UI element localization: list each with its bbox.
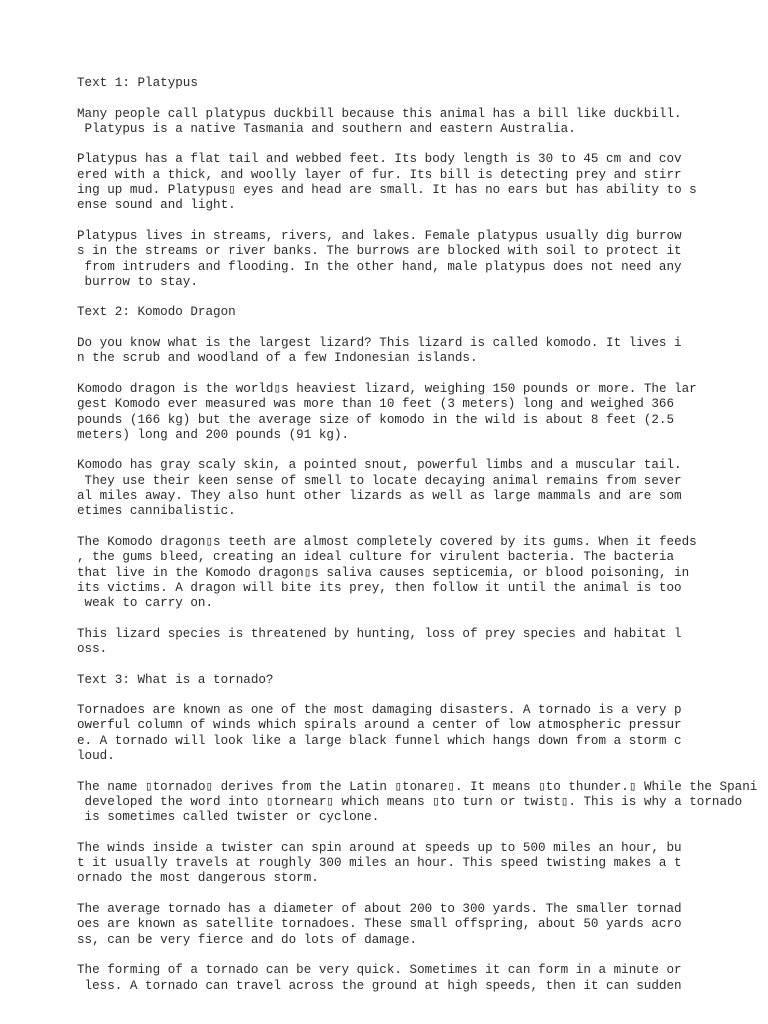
text-line: Platypus lives in streams, rivers, and lakes. Female platypus usually dig burrow (77, 228, 682, 243)
text-line: The average tornado has a diameter of about 200 to 300 yards. The smaller tornad (77, 902, 682, 917)
text-line: s in the streams or river banks. The burrows are blocked with soil to protect it (77, 244, 682, 259)
paragraph (77, 780, 768, 826)
text-line: weak to carry on. (77, 596, 214, 611)
paragraph (77, 627, 768, 658)
text-line: etimes cannibalistic. (77, 504, 236, 519)
text-line: ss, can be very fierce and do lots of damage. (77, 932, 418, 947)
text-line: ing up mud. Platypus▯ eyes and head are small. It has no ears but has ability to s (77, 183, 697, 198)
section-title: Text 3: What is a tornado? (77, 672, 274, 687)
text-line: loud. (77, 749, 115, 764)
paragraph (77, 841, 768, 887)
text-line: The name ▯tornado▯ derives from the Latin ▯tonare▯. It means ▯to thunder.▯ While the Spani (77, 779, 758, 794)
paragraph (77, 703, 768, 764)
document-page (77, 76, 768, 1009)
paragraph (77, 963, 768, 994)
text-line: burrow to stay. (77, 274, 198, 289)
text-line: ered with a thick, and woolly layer of fur. Its bill is detecting prey and stirr (77, 167, 682, 182)
text-line: owerful column of winds which spirals around a center of low atmospheric pressur (77, 718, 682, 733)
text-line: that live in the Komodo dragon▯s saliva causes septicemia, or blood poisoning, in (77, 565, 690, 580)
text-line: its victims. A dragon will bite its prey, then follow it until the animal is too (77, 580, 682, 595)
text-line: The winds inside a twister can spin around at speeds up to 500 miles an hour, bu (77, 840, 682, 855)
text-line: The forming of a tornado can be very quick. Sometimes it can form in a minute or (77, 963, 682, 978)
paragraph (77, 152, 768, 213)
text-line: al miles away. They also hunt other lizards as well as large mammals and are som (77, 489, 682, 504)
text-line: from intruders and flooding. In the other hand, male platypus does not need any (77, 259, 682, 274)
paragraph (77, 229, 768, 290)
text-line: Komodo dragon is the world▯s heaviest lizard, weighing 150 pounds or more. The lar (77, 381, 697, 396)
text-line: oss. (77, 641, 108, 656)
paragraph (77, 382, 768, 443)
text-line: t it usually travels at roughly 300 miles an hour. This speed twisting makes a t (77, 856, 682, 871)
text-line: , the gums bleed, creating an ideal culture for virulent bacteria. The bacteria (77, 550, 675, 565)
text-line: ornado the most dangerous storm. (77, 871, 319, 886)
text-line: less. A tornado can travel across the ground at high speeds, then it can sudden (77, 978, 682, 993)
text-line: This lizard species is threatened by hunting, loss of prey species and habitat l (77, 626, 682, 641)
section-title: Text 1: Platypus (77, 76, 198, 90)
text-line: ense sound and light. (77, 198, 236, 213)
text-line: meters) long and 200 pounds (91 kg). (77, 427, 350, 442)
text-line: Platypus is a native Tasmania and southern and eastern Australia. (77, 121, 576, 136)
paragraph (77, 336, 768, 367)
text-line: Many people call platypus duckbill because this animal has a bill like duckbill. (77, 106, 682, 121)
text-line: Platypus has a flat tail and webbed feet. Its body length is 30 to 45 cm and cov (77, 152, 682, 167)
text-line: developed the word into ▯tornear▯ which means ▯to turn or twist▯. This is why a tornado (77, 794, 743, 809)
text-line: They use their keen sense of smell to locate decaying animal remains from sever (77, 473, 682, 488)
text-line: oes are known as satellite tornadoes. These small offspring, about 50 yards acro (77, 917, 682, 932)
section-title: Text 2: Komodo Dragon (77, 305, 236, 320)
text-line: Do you know what is the largest lizard? This lizard is called komodo. It lives i (77, 336, 682, 351)
paragraph (77, 107, 768, 138)
text-line: is sometimes called twister or cyclone. (77, 810, 380, 825)
paragraph (77, 458, 768, 519)
text-line: Komodo has gray scaly skin, a pointed snout, powerful limbs and a muscular tail. (77, 458, 682, 473)
text-line: e. A tornado will look like a large black funnel which hangs down from a storm c (77, 733, 682, 748)
paragraph (77, 902, 768, 948)
text-line: Tornadoes are known as one of the most damaging disasters. A tornado is a very p (77, 703, 682, 718)
text-line: The Komodo dragon▯s teeth are almost completely covered by its gums. When it feeds (77, 534, 697, 549)
text-line: n the scrub and woodland of a few Indonesian islands. (77, 351, 478, 366)
text-line: pounds (166 kg) but the average size of komodo in the wild is about 8 feet (2.5 (77, 412, 675, 427)
paragraph (77, 535, 768, 611)
text-line: gest Komodo ever measured was more than 10 feet (3 meters) long and weighed 366 (77, 397, 675, 412)
